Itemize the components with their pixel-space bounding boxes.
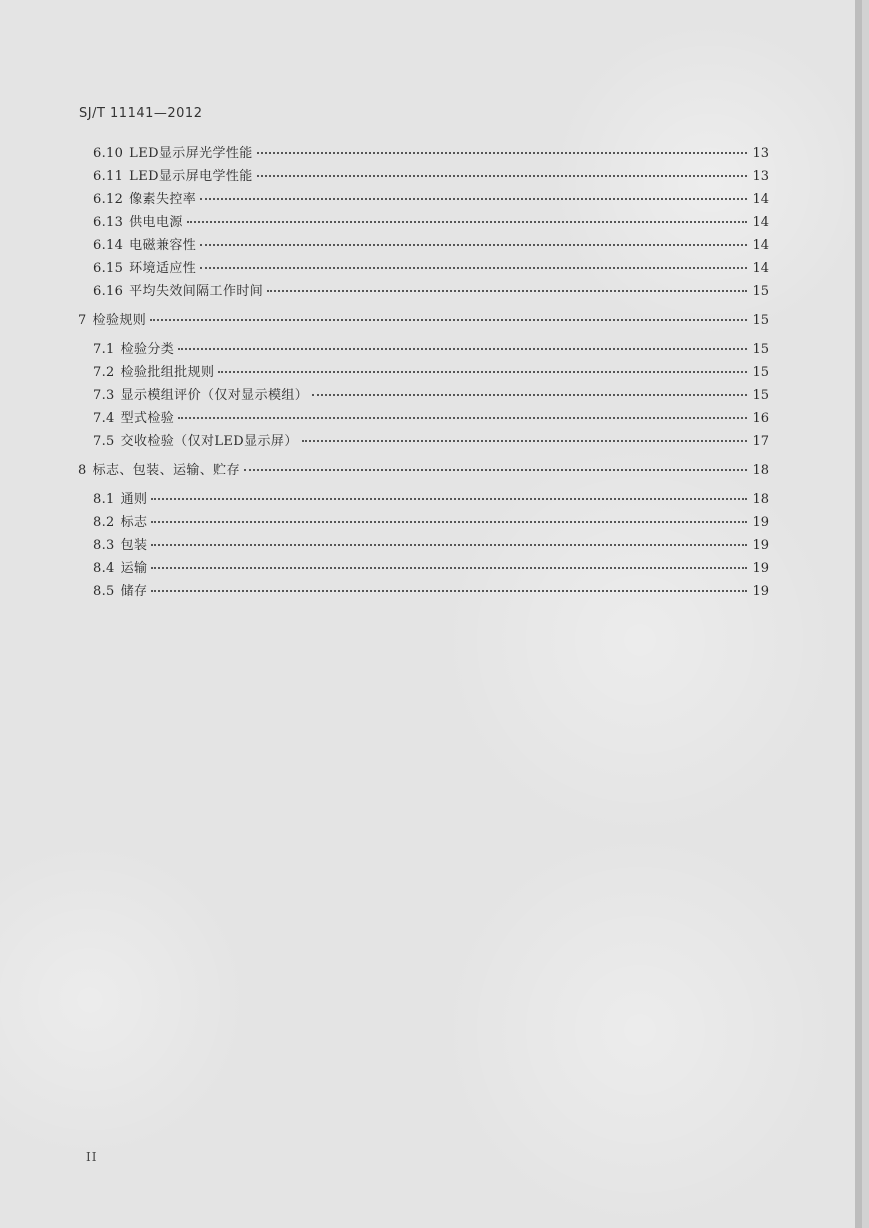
toc-entry-title: LED显示屏电学性能 xyxy=(129,169,253,184)
toc-entry[interactable] xyxy=(0,260,769,278)
toc-entry-title: 储存 xyxy=(120,584,148,599)
toc-entry-page: 16 xyxy=(752,411,769,426)
toc-leader-dots xyxy=(151,544,747,546)
toc-entry-number: 7.1 xyxy=(93,342,115,357)
toc-entry-number: 6.14 xyxy=(93,238,124,253)
toc-entry-title: 平均失效间隔工作时间 xyxy=(129,284,264,299)
toc-entry[interactable] xyxy=(0,237,769,255)
toc-leader-dots xyxy=(200,198,747,200)
page-number: II xyxy=(86,1150,98,1164)
toc-entry[interactable] xyxy=(0,283,769,301)
toc-leader-dots xyxy=(178,417,747,419)
toc-entry-number: 8.3 xyxy=(93,538,115,553)
toc-entry-title: 环境适应性 xyxy=(129,261,197,276)
toc-section-page: 15 xyxy=(752,313,769,328)
toc-entry-title: 像素失控率 xyxy=(129,192,197,207)
toc-entry-title: 供电电源 xyxy=(129,215,183,230)
toc-entry-number: 6.11 xyxy=(93,169,124,184)
toc-entry-number: 8.1 xyxy=(93,492,115,507)
toc-leader-dots xyxy=(312,394,747,396)
toc-entry-number: 7.3 xyxy=(93,388,115,403)
toc-entry-page: 18 xyxy=(752,492,769,507)
toc-entry-page: 13 xyxy=(752,146,769,161)
toc-leader-dots xyxy=(218,371,747,373)
toc-entry-title: 检验批组批规则 xyxy=(120,365,215,380)
toc-entry[interactable] xyxy=(0,514,769,532)
toc-entry[interactable] xyxy=(0,364,769,382)
toc-entry-number: 8.5 xyxy=(93,584,115,599)
toc-entry-page: 19 xyxy=(752,561,769,576)
toc-entry-page: 15 xyxy=(752,365,769,380)
toc-entry[interactable] xyxy=(0,341,769,359)
toc-entry-number: 8.4 xyxy=(93,561,115,576)
toc-entry-number: 8.2 xyxy=(93,515,115,530)
toc-entry-page: 17 xyxy=(752,434,769,449)
toc-leader-dots xyxy=(200,244,747,246)
toc-leader-dots xyxy=(257,175,747,177)
toc-entry-title: 通则 xyxy=(120,492,148,507)
toc-entry-page: 15 xyxy=(752,388,769,403)
toc-leader-dots xyxy=(302,440,747,442)
toc-entry-title: 包装 xyxy=(120,538,148,553)
toc-entry-page: 14 xyxy=(752,215,769,230)
toc-entry-number: 6.13 xyxy=(93,215,124,230)
toc-leader-dots xyxy=(178,348,747,350)
toc-leader-dots xyxy=(257,152,747,154)
toc-entry-page: 13 xyxy=(752,169,769,184)
toc-leader-dots xyxy=(151,590,747,592)
toc-leader-dots xyxy=(267,290,747,292)
toc-entry-number: 6.16 xyxy=(93,284,124,299)
toc-section[interactable] xyxy=(0,462,769,480)
toc-entry-title: LED显示屏光学性能 xyxy=(129,146,253,161)
toc-leader-dots xyxy=(187,221,747,223)
toc-section[interactable] xyxy=(0,312,769,330)
toc-entry-page: 14 xyxy=(752,238,769,253)
document-code: SJ/T 11141—2012 xyxy=(79,106,203,121)
toc-entry[interactable] xyxy=(0,433,769,451)
toc-entry-page: 15 xyxy=(752,284,769,299)
toc-entry-title: 运输 xyxy=(120,561,148,576)
toc-section-number: 8 xyxy=(78,463,87,478)
toc-entry-page: 14 xyxy=(752,261,769,276)
toc-section-title: 标志、包装、运输、贮存 xyxy=(92,463,240,478)
toc-leader-dots xyxy=(200,267,747,269)
toc-entry[interactable] xyxy=(0,214,769,232)
toc-entry-number: 7.5 xyxy=(93,434,115,449)
toc-section-page: 18 xyxy=(752,463,769,478)
toc-entry-page: 19 xyxy=(752,538,769,553)
toc-entry[interactable] xyxy=(0,583,769,601)
toc-entry[interactable] xyxy=(0,560,769,578)
toc-entry[interactable] xyxy=(0,387,769,405)
toc-entry-number: 7.2 xyxy=(93,365,115,380)
toc-entry-number: 6.10 xyxy=(93,146,124,161)
toc-entry-title: 显示模组评价（仅对显示模组） xyxy=(120,388,309,403)
toc-entry[interactable] xyxy=(0,537,769,555)
toc-entry-page: 14 xyxy=(752,192,769,207)
toc-entry-number: 6.12 xyxy=(93,192,124,207)
toc-entry-page: 19 xyxy=(752,584,769,599)
toc-leader-dots xyxy=(151,498,747,500)
toc-entry-title: 型式检验 xyxy=(120,411,175,426)
toc-entry[interactable] xyxy=(0,145,769,163)
toc-entry-title: 交收检验（仅对LED显示屏） xyxy=(120,434,298,449)
toc-entry-title: 标志 xyxy=(120,515,148,530)
toc-entry[interactable] xyxy=(0,168,769,186)
toc-entry[interactable] xyxy=(0,191,769,209)
toc-entry-title: 检验分类 xyxy=(120,342,175,357)
toc-section-number: 7 xyxy=(78,313,87,328)
toc-section-title: 检验规则 xyxy=(92,313,147,328)
toc-entry-title: 电磁兼容性 xyxy=(129,238,197,253)
toc-leader-dots xyxy=(150,319,747,321)
toc-leader-dots xyxy=(244,469,747,471)
toc-leader-dots xyxy=(151,567,747,569)
toc-entry[interactable] xyxy=(0,491,769,509)
toc-entry[interactable] xyxy=(0,410,769,428)
toc-entry-page: 15 xyxy=(752,342,769,357)
toc-entry-number: 6.15 xyxy=(93,261,124,276)
toc-entry-page: 19 xyxy=(752,515,769,530)
toc-entry-number: 7.4 xyxy=(93,411,115,426)
toc-leader-dots xyxy=(151,521,747,523)
